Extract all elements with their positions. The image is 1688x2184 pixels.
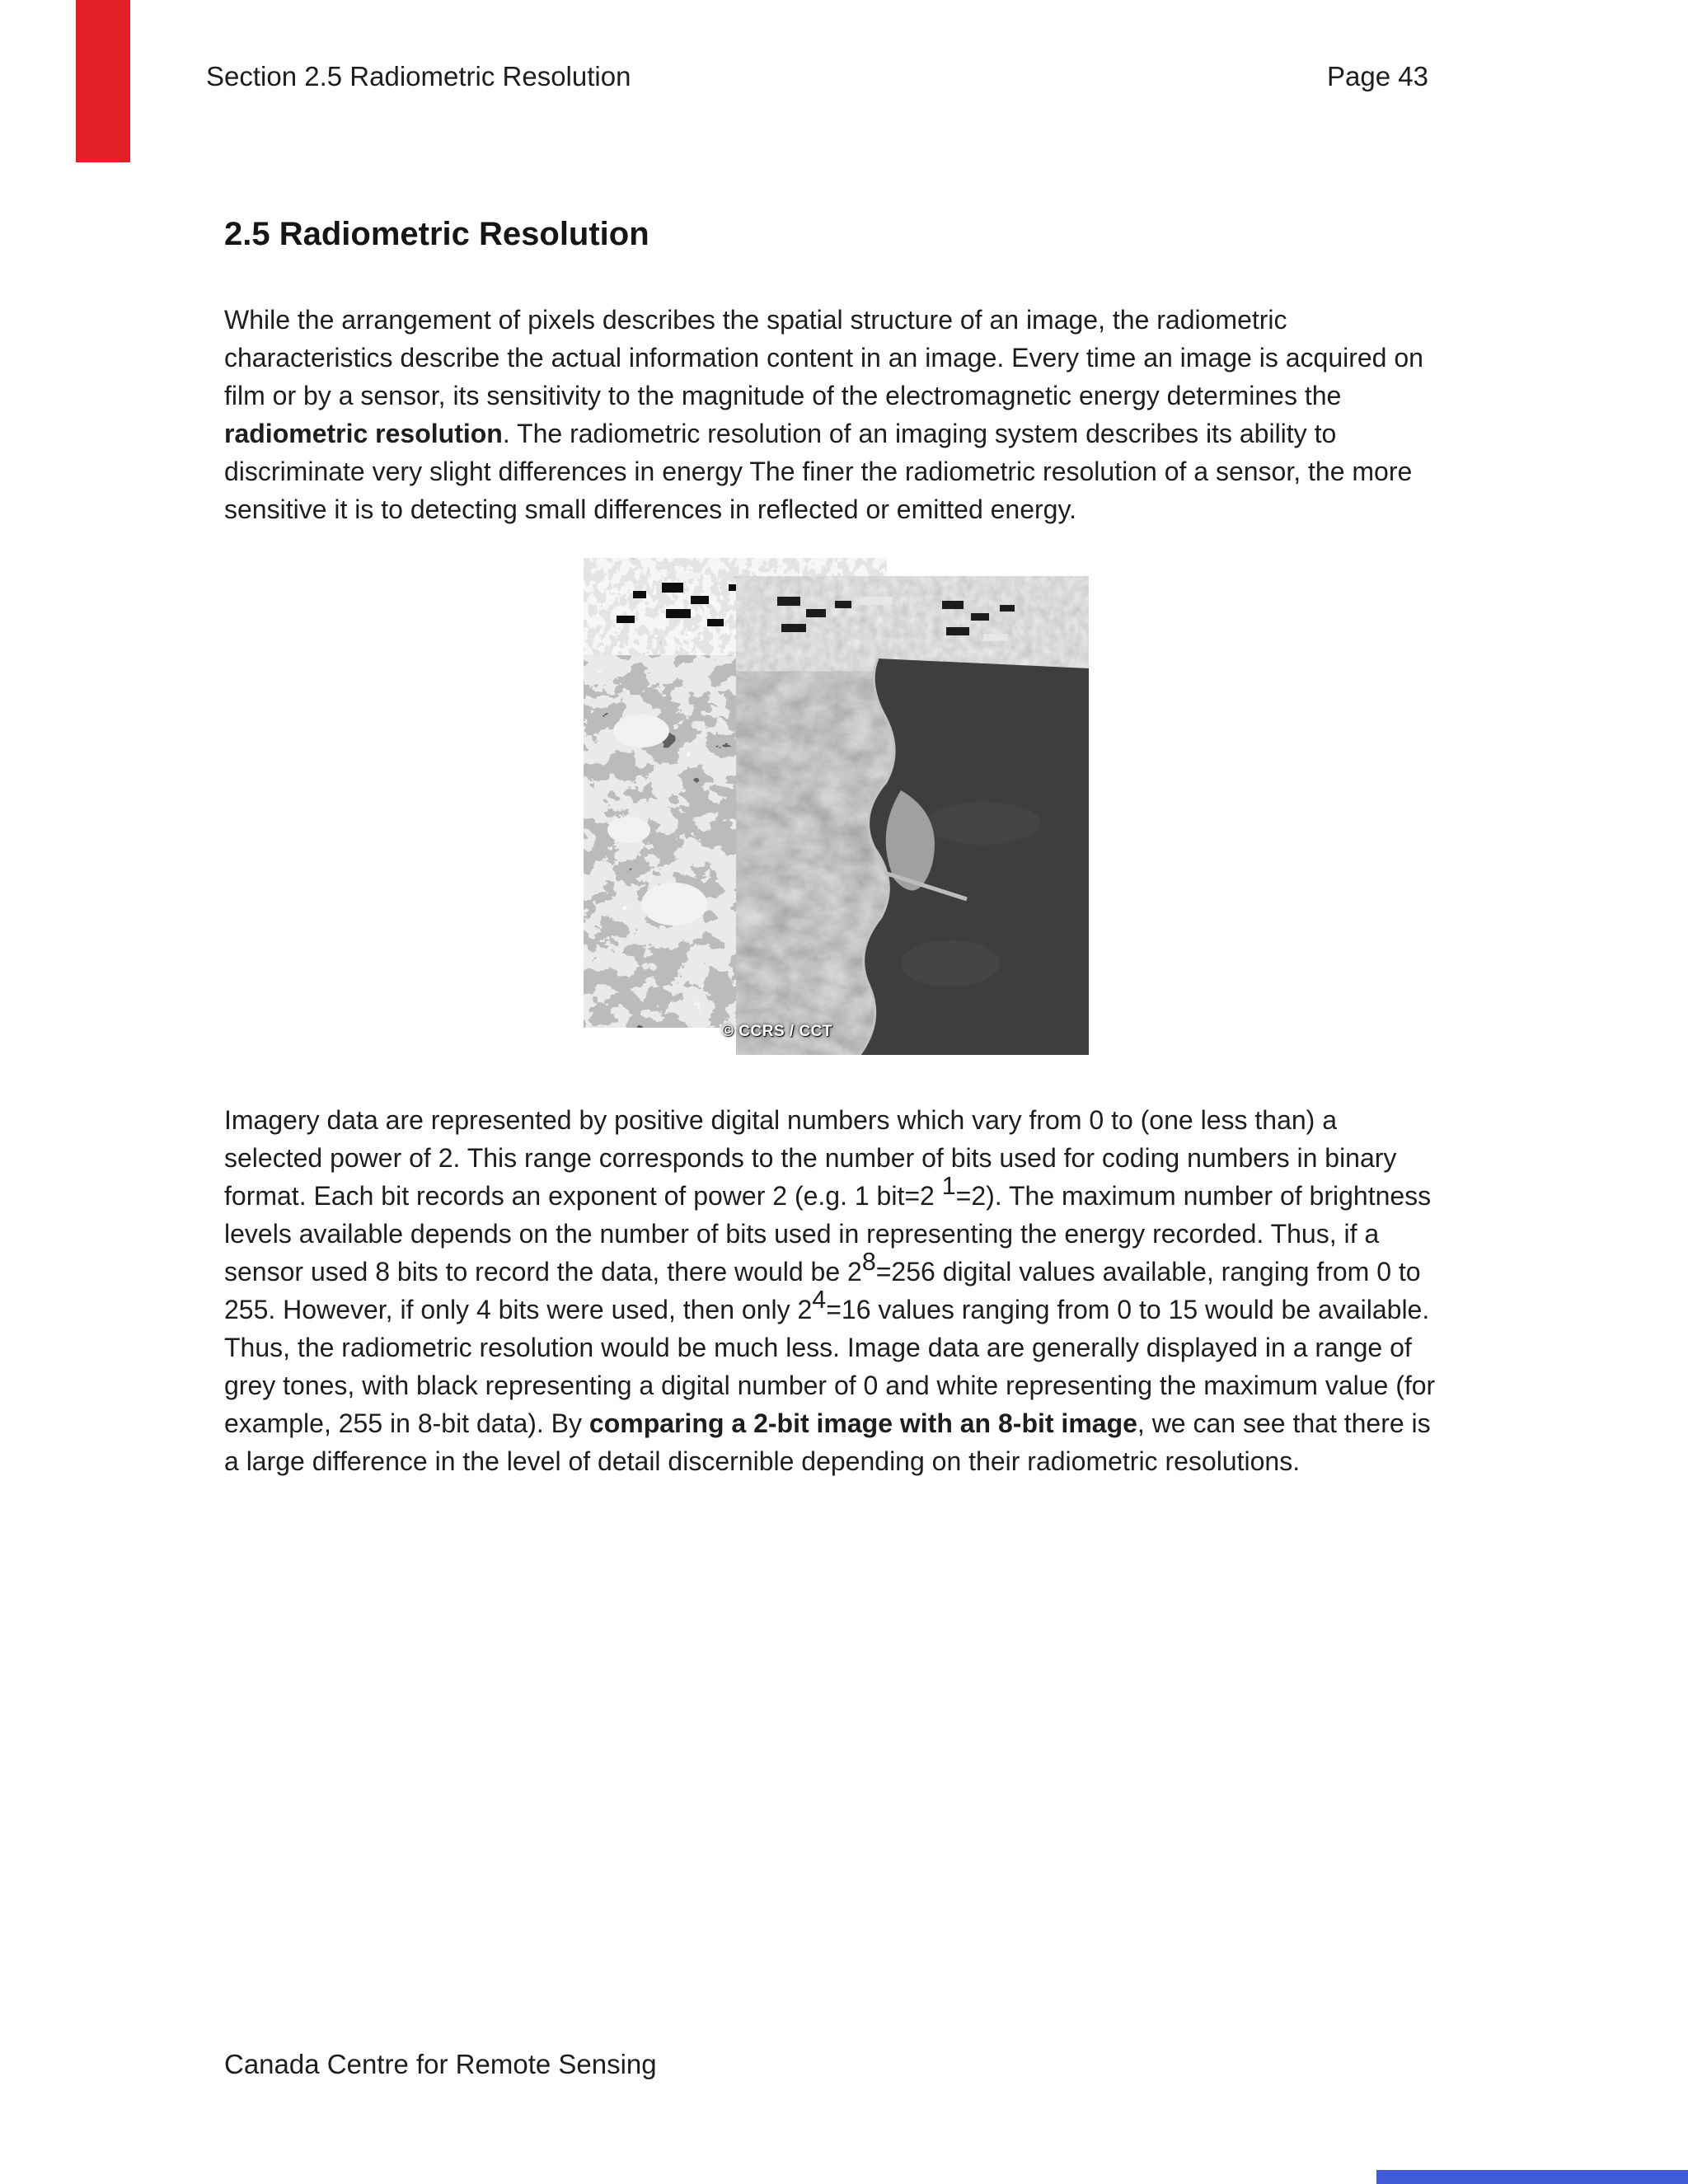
water-streak-1: [926, 802, 1041, 845]
detail-paragraph: Imagery data are represented by positive digital numbers which vary from 0 to (one less than) a selected power of 2. This range corresponds to the number of bits used for coding numbers in binary format. Each bit records an exponent of power 2 (e.g. 1 bit=2 $^1$=2). The maximum number of brightness levels available depends on the number of bits used in representing the energy recorded. Thus, if a sensor used 8 bits to record the data, there would be $2^8=256$ digital values available, ranging from 0 to 255. However, if only 4 bits were used, then only $2^4=16$ values ranging from 0 to 15 would be available. Thus, the radiometric resolution would be much less. Image data are generally displayed in a range of grey tones, with black representing a digital number of 0 and white representing the maximum value (for example, 255 in 8-bit data). By comparing a 2-bit image with an 8-bit image, we can see that there is a large difference in the level of detail discernible depending on their radiometric resolutions.: [224, 1105, 1436, 1476]
page-footer: [224, 2049, 657, 2080]
figure-credit: © CCRS / CCT: [722, 1023, 832, 1040]
footer-text: Canada Centre for Remote Sensing: [224, 2049, 657, 2079]
header-page-number: Page 43: [1327, 61, 1428, 91]
radiometric-comparison-figure: [584, 558, 1089, 1055]
page-body: [224, 216, 1442, 1480]
header-section-title: Section 2.5 Radiometric Resolution: [206, 61, 631, 91]
urban-texture-8bit: [736, 576, 1089, 667]
page-header: [206, 61, 1428, 92]
intro-paragraph: While the arrangement of pixels describes the spatial structure of an image, the radiometric characteristics describe the actual information content in an image. Every time an image is acquired on film or by a sensor, its sensitivity to the magnitude of the electromagnetic energy determines the radiometric resolution. The radiometric resolution of an imaging system describes its ability to discriminate very slight differences in energy The finer the radiometric resolution of a sensor, the more sensitive it is to detecting small differences in reflected or emitted energy.: [224, 305, 1423, 524]
water-streak-2: [901, 940, 1000, 987]
satellite-image-8bit-svg: [736, 576, 1089, 1055]
section-heading: 2.5 Radiometric Resolution: [224, 216, 649, 252]
eight-bit-image: [736, 576, 1089, 1055]
blue-edge-mark: [1376, 2170, 1688, 2184]
red-corner-mark: [76, 0, 130, 162]
